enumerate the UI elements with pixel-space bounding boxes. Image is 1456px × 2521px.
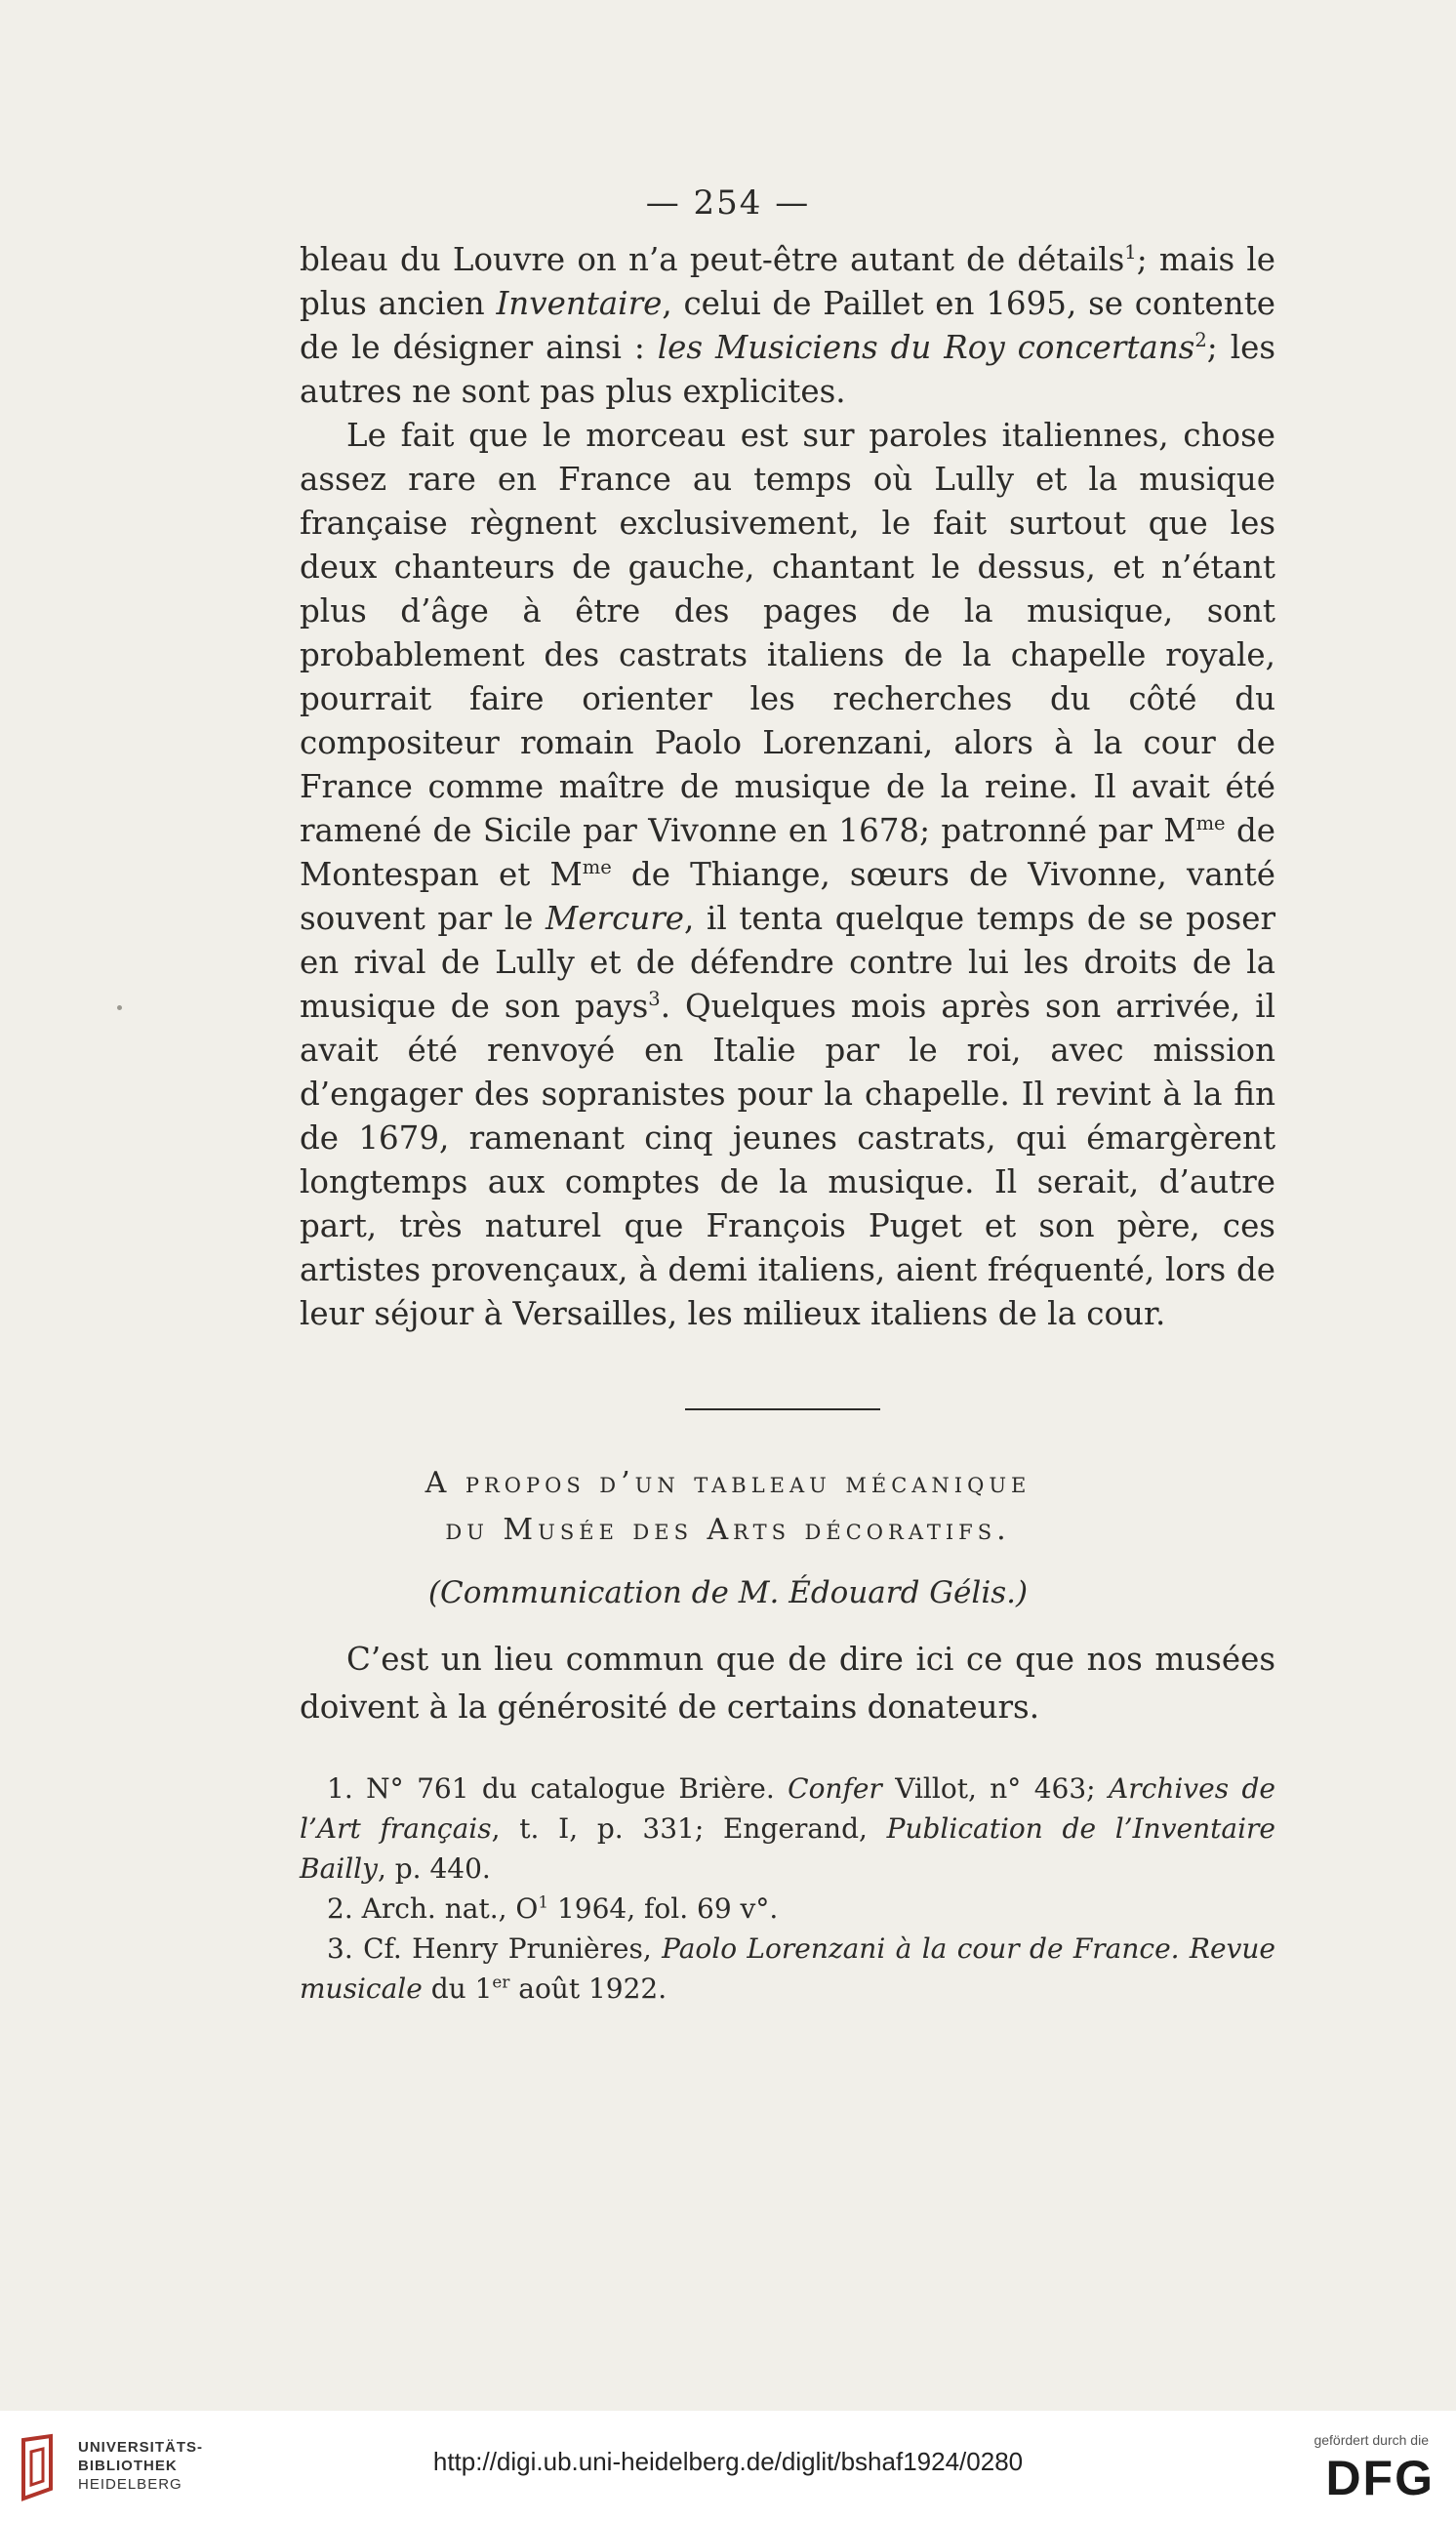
section-heading <box>0 1460 1456 1554</box>
italic-title: les Musiciens du Roy concertans <box>657 329 1195 366</box>
text-run: ; les autres ne sont pas plus explicites. <box>300 329 1275 410</box>
text-run: août 1922. <box>509 1972 667 2005</box>
footnote-ref-2[interactable]: 2 <box>1194 329 1207 352</box>
superscript: me <box>1195 812 1226 835</box>
institution-line: BIBLIOTHEK <box>78 2458 178 2474</box>
text-run: 1964, fol. 69 v°. <box>548 1892 779 1925</box>
italic-title: Archives de l’Art français <box>300 1772 1275 1845</box>
superscript: 1 <box>538 1891 549 1912</box>
text-run: , p. 440. <box>377 1852 491 1885</box>
communication-credit: (Communication de M. Édouard Gélis.) <box>427 1575 1029 1610</box>
footnote-3 <box>300 1929 1275 2009</box>
body-text <box>300 238 1275 1336</box>
footnotes <box>300 1769 1275 2009</box>
dfg-logo: DFG <box>1325 2451 1435 2505</box>
permalink[interactable]: http://digi.ub.uni-heidelberg.de/diglit/bshaf1924/0280 <box>432 2447 1024 2476</box>
text-run: du 1 <box>422 1972 493 2005</box>
text-run: , celui de Paillet en 1695, se contente de le désigner ainsi : <box>300 285 1275 366</box>
italic-title: Inventaire <box>496 285 663 322</box>
text-run: 1. N° 761 du catalogue Brière. <box>327 1772 789 1805</box>
text-run: , il tenta quelque temps de se poser en rival de Lully et de défendre contre lui les droits de la musique de son pays <box>300 900 1275 1025</box>
superscript: me <box>582 856 612 879</box>
paragraph-2 <box>300 414 1275 1336</box>
text-run: bleau du Louvre on n’a peut-être autant de détails <box>300 241 1125 278</box>
scan-speck <box>117 1005 122 1010</box>
text-run: . Quelques mois après son arrivée, il avait été renvoyé en Italie par le roi, avec mission d’engager des sopranistes pour la chapelle. Il revint à la fin de 1679, ramenant cinq jeunes castrats, qui émargèrent longtemps aux comptes de la musique. Il serait, d’autre part, très naturel que François Puget et son père, ces artistes provençaux, à demi italiens, aient fréquenté, lors de leur séjour à Versailles, les milieux italiens de la cour. <box>300 988 1275 1332</box>
text-run: , t. I, p. 331; Engerand, <box>491 1812 887 1845</box>
text-run: Villot, n° 463; <box>881 1772 1110 1805</box>
text-run: de Thiange, sœurs de Vivonne, vanté souvent par le <box>300 856 1275 937</box>
text-run: 3. Cf. Henry Prunières, <box>327 1932 663 1965</box>
text-run: 2. Arch. nat., O <box>327 1892 539 1925</box>
paragraph-3: C’est un lieu commun que de dire ici ce que nos musées doivent à la générosité de certains donateurs. <box>300 1641 1275 1726</box>
digitization-footer <box>0 2411 1456 2521</box>
italic-title: Confer <box>788 1772 882 1805</box>
section-divider <box>685 1408 880 1410</box>
italic-title: Publication de l’Inventaire Bailly <box>300 1812 1275 1885</box>
italic-title: Mercure <box>546 900 684 937</box>
superscript: er <box>492 1972 510 1992</box>
institution-line: UNIVERSITÄTS- <box>78 2439 204 2456</box>
footnote-ref-3[interactable]: 3 <box>648 988 661 1011</box>
italic-title: Paolo Lorenzani à la cour de France. Revue musicale <box>300 1932 1275 2005</box>
text-run: de Montespan et M <box>300 812 1275 893</box>
text-run: ; mais le plus ancien <box>300 241 1275 322</box>
footnote-2 <box>300 1889 1275 1929</box>
institution-line: HEIDELBERG <box>78 2476 182 2493</box>
funded-by-label: gefördert durch die <box>1314 2432 1429 2448</box>
heading-line-1: A propos d’un tableau mécanique <box>425 1466 1031 1500</box>
page-number: — 254 — <box>645 183 811 223</box>
text-run: Le fait que le morceau est sur paroles italiennes, chose assez rare en France au temps où Lully et la musique française règnent exclusivement, le fait surtout que les deux chanteurs de gauche, chantant le dessus, et n’étant plus d’âge à être des pages de la musique, sont probablement des castrats italiens de la chapelle royale, pourrait faire orienter les recherches du côté du compositeur romain Paolo Lorenzani, alors à la cour de France comme maître de musique de la reine. Il avait été ramené de Sicile par Vivonne en 1678; patronné par M <box>300 417 1275 849</box>
footnote-ref-1[interactable]: 1 <box>1124 241 1137 264</box>
paragraph-1 <box>300 238 1275 414</box>
footnote-1 <box>300 1769 1275 1889</box>
heading-line-2: du Musée des Arts décoratifs. <box>445 1513 1011 1547</box>
